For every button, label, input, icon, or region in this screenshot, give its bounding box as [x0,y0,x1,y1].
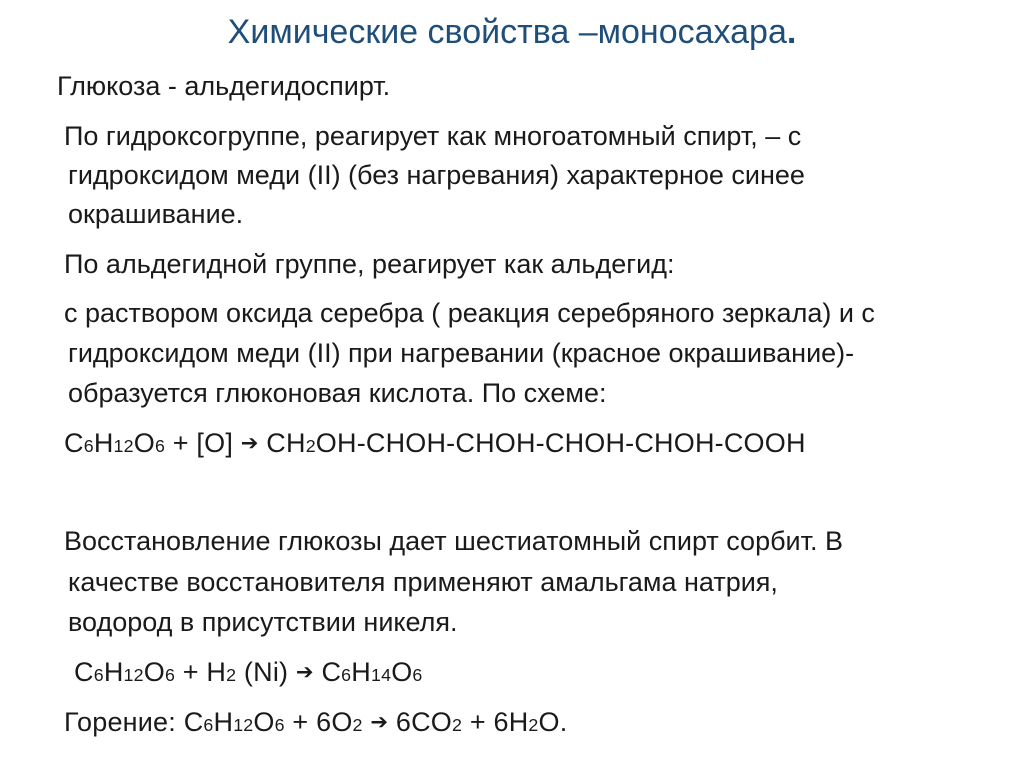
reduction-product-c: C [313,657,342,687]
combustion-end: O. [538,707,568,737]
reduction-h: H [103,657,124,687]
reduction-paragraph-line-1: Восстановление глюкозы дает шестиатомный спирт сорбит. В [64,526,844,556]
combustion-o-index: 6 [274,715,285,735]
slide-title-dot: . [786,13,797,51]
reduction-product-c-index: 6 [341,665,352,685]
reduction-h-index: 12 [123,665,144,685]
slide-title-text: Химические свойства –моносахара [227,13,787,51]
oxidation-h-index: 12 [113,436,134,456]
reduction-plus-hydrogen: + H [175,657,227,687]
reduction-catalyst: (Ni) [236,657,296,687]
reduction-o: O [143,657,165,687]
combustion-co2-index: 2 [452,715,463,735]
reduction-arrow-icon: ➔ [295,661,314,684]
combustion-plus-oxygen: + 6O [284,707,353,737]
reduction-equation [74,652,423,695]
reduction-paragraph-line-3: водород в присутствии никеля. [68,607,458,637]
combustion-c: C [183,707,204,737]
combustion-equation [64,702,567,745]
oxidation-c-index: 6 [83,436,94,456]
silver-paragraph-line-2: гидроксидом меди (II) при нагревании (красное окрашивание)- [68,338,855,368]
hydroxy-paragraph-line-3: окрашивание. [68,199,244,229]
slide-title [0,10,1024,54]
oxidation-product-a: CH [258,428,306,458]
oxidation-equation [64,423,806,466]
combustion-c-index: 6 [203,715,214,735]
oxidation-c: C [64,428,84,458]
reduction-product-h: H [351,657,371,687]
combustion-o: O [253,707,275,737]
glucose-definition: Глюкоза - альдегидоспирт. [57,71,391,101]
oxidation-o: O [133,428,155,458]
combustion-label: Горение: [64,707,184,737]
combustion-h2o-index: 2 [528,715,539,735]
silver-paragraph-line-3: образуется глюконовая кислота. По схеме: [68,378,607,408]
reduction-product-o: O [391,657,413,687]
combustion-h-index: 12 [233,715,254,735]
hydroxy-paragraph-line-2: гидроксидом меди (II) (без нагревания) характерное синее [68,160,805,190]
oxidation-product-b: OH-CHOH-CHOH-CHOH-CHOH-COOH [315,428,806,458]
reduction-c-index: 6 [93,665,104,685]
aldehyde-intro: По альдегидной группе, реагирует как альдегид: [64,249,675,279]
reduction-h2-index: 2 [226,665,237,685]
combustion-plus-water: + 6H [462,707,529,737]
combustion-co2: 6CO [388,707,453,737]
hydroxy-paragraph-line-1: По гидроксогруппе, реагирует как многоатомный спирт, – с [64,121,802,151]
silver-paragraph-line-1: с раствором оксида серебра ( реакция серебряного зеркала) и с [64,298,875,328]
reduction-product-h-index: 14 [370,665,392,685]
combustion-arrow-icon: ➔ [370,711,389,734]
reduction-product-o-index: 6 [412,665,423,685]
oxidation-plus-oxygen: + [O] [165,428,241,458]
oxidation-arrow-icon: ➔ [240,432,259,455]
oxidation-product-a-index: 2 [305,436,316,456]
reduction-c: C [74,657,94,687]
reduction-o-index: 6 [164,665,176,685]
combustion-h: H [213,707,234,737]
oxidation-o-index: 6 [154,436,166,456]
combustion-o2-index: 2 [352,715,363,735]
reduction-paragraph-line-2: качестве восстановителя применяют амальгама натрия, [68,567,778,597]
oxidation-h: H [93,428,114,458]
